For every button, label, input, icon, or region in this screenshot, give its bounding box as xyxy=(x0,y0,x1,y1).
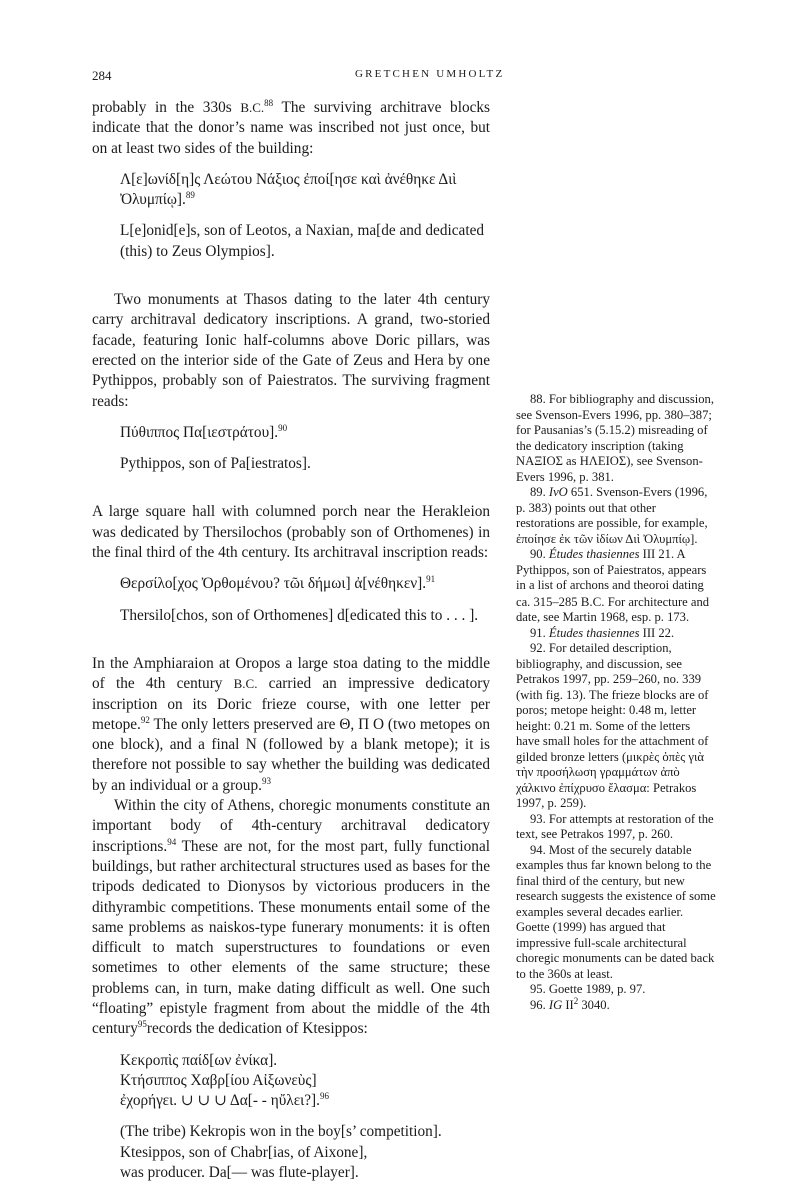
running-head: GRETCHEN UMHOLTZ xyxy=(355,68,505,80)
inscription-greek-3: Θερσίλο[χος Ὀρθομένου? τῶι δήμωι] ἀ[νέθηκεν].$^{91}$ xyxy=(120,574,436,593)
footnote-88: 88. For bibliography and discussion, see Svenson-Evers 1996, pp. 380–387; for Pausanias’s (5.15.2) misreading of the dedicatory inscription (taking ΝΑΞΙΟΣ as ΗΛΕΙΟΣ), see Svenson-Evers 1996, p. 381. xyxy=(516,392,714,484)
footnote-89: 89. IvO 651. Svenson-Evers (1996, p. 383) points out that other restorations are possible, for example, ἐποίησε ἐκ τῶν ἰδίων Διὶ Ὀλυμπίῳ]. xyxy=(516,485,708,546)
main-text xyxy=(92,98,490,1197)
footnote-96: 96. IG $II^2$ 3040. xyxy=(530,995,610,1012)
paragraph-4: In the Amphiaraion at Oropos a large stoa dating to the middle of the 4th century B.C. carried an impressive dedicatory inscription on its Doric frieze course, with one letter per metope.$^{92}$ The only letters preserved are Θ, Π Ο (two metopes on one block), and a final Ν (followed by a blank metope); it is therefore not possible to say whether the building was dedicated by an individual or a group.$^{93}$ xyxy=(92,654,490,794)
footnote-90: 90. Études thasiennes III 21. A Pythippos, son of Paiestratos, appears in a list of archons and theoroi dating ca. 315–285 B.C. For architecture and date, see Martin 1968, esp. p. 173. xyxy=(516,547,710,624)
paragraph-3: A large square hall with columned porch near the Herakleion was dedicated by Thersilochos (probably son of Orthomenes) in the final third of the 4th century. Its architraval inscription reads: xyxy=(92,503,490,562)
inscription-greek-1: Λ[ε]ωνίδ[η]ς Λεώτου Νάξιος ἐποί[ησε καὶ ἀνέθηκε Διὶ Ὀλυμπίῳ].$^{89}$ xyxy=(120,170,457,209)
paragraph-5: Within the city of Athens, choregic monuments constitute an important body of 4th-century architraval dedicatory inscriptions.$^{94}$ These are not, for the most part, fully functional buildings, but rather architectural structures used as bases for the tripods dedicated to Dionysos by victorious producers in the dithyrambic competitions. These monuments entail some of the same problems as naiskos-type funerary monuments: it is often difficult to match superstructures to foundations or even sometimes to other elements of the same structure; these problems can, in turn, make dating difficult as well. One such “floating” epistyle fragment from about the middle of the 4th century$^{95}$records the dedication of Ktesippos: xyxy=(92,797,490,1038)
inscription-translation-2: Pythippos, son of Pa[iestratos]. xyxy=(120,455,311,473)
footnote-94: 94. Most of the securely datable examples thus far known belong to the final third of the century, but new research suggests the existence of some examples several decades earlier. Goette (1999) has argued that impressive full-scale architectural choregic monuments can be dated back to the 360s at least. xyxy=(516,842,716,981)
footnote-92: 92. For detailed description, bibliography, and discussion, see Petrakos 1997, pp. 259–260, no. 339 (with fig. 13). The frieze blocks are of poros; metope height: 0.48 m, letter height: 0.21 m. Some of the letters have small holes for the attachment of gilded bronze letters (μικρὲς ὀπὲς γιὰ τὴν προσήλωση γραμμάτων ἀπὸ χάλκινο ἐπίχρυσο ἔλασμα: Petrakos 1997, p. 259). xyxy=(516,641,709,810)
footnotes xyxy=(516,392,716,1013)
paragraph-2: Two monuments at Thasos dating to the later 4th century carry architraval dedicatory inscriptions. A grand, two-storied facade, featuring Ionic half-columns above Doric pillars, was erected on the interior side of the Gate of Zeus and Hera by one Pythippos, probably son of Paiestratos. The surviving fragment reads: xyxy=(92,291,490,410)
footnote-91: 91. Études thasiennes III 22. xyxy=(530,625,675,640)
inscription-greek-4: Κεκροπὶς παίδ[ων ἐνίκα]. Κτήσιππος Χαβρ[ίου Αἰξωνεὺς] ἐχορήγει. ∪ ∪ ∪ Δα[- - ηὔλει?].$^{96}$ xyxy=(120,1051,329,1110)
inscription-translation-3: Thersilo[chos, son of Orthomenes] d[edicated this to . . . ]. xyxy=(120,606,479,624)
footnote-ref-88: 88 xyxy=(264,97,274,108)
footnote-93: 93. For attempts at restoration of the text, see Petrakos 1997, p. 260. xyxy=(516,811,714,841)
inscription-translation-1: L[e]onid[e]s, son of Leotos, a Naxian, ma[de and dedicated (this) to Zeus Olympios]. xyxy=(120,222,485,260)
footnote-95: 95. Goette 1989, p. 97. xyxy=(530,982,646,996)
paragraph-1: probably in the 330s B.C.$^{88}$ The surviving architrave blocks indicate that the donor’s name was inscribed not just once, but on at least two sides of the building: xyxy=(92,97,490,157)
inscription-translation-4: (The tribe) Kekropis won in the boy[s’ competition]. Ktesippos, son of Chabr[ias, of Aixone], was producer. Da[— was flute-player]. xyxy=(120,1123,442,1182)
page-number: 284 xyxy=(92,68,112,83)
inscription-greek-2: Πύθιππος Πα[ιεστράτου].$^{90}$ xyxy=(120,422,288,441)
